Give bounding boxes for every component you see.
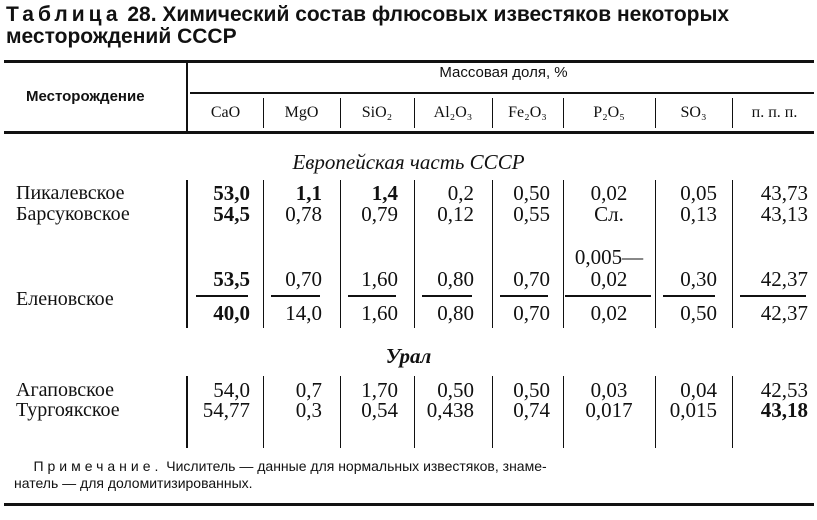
- column-header: Fe₂O₃: [508, 104, 547, 121]
- column-divider: [655, 376, 656, 448]
- table-cell: 0,50: [437, 378, 474, 402]
- table-label: Таблица: [6, 3, 122, 26]
- column-header: SO₃: [680, 104, 707, 121]
- table-cell: 53,5: [213, 267, 250, 291]
- table-cell: 40,0: [213, 301, 250, 325]
- column-divider: [263, 98, 264, 128]
- deposit-name: Тургоякское: [16, 399, 120, 421]
- table-cell: 1,4: [371, 181, 398, 205]
- note-text-line1: Числитель — данные для нормальных известяков, знаме-: [166, 458, 547, 474]
- table-cell: 0,50: [680, 301, 717, 325]
- table-cell: 0,7: [295, 378, 322, 402]
- table-cell: 54,0: [213, 378, 250, 402]
- table-cell: 0,017: [585, 398, 633, 422]
- table-cell: 54,77: [202, 398, 250, 422]
- row-divider: [186, 376, 188, 448]
- deposit-name: Барсуковское: [16, 203, 130, 225]
- table-cell: 0,005—: [574, 245, 644, 269]
- table-cell: 0,015: [669, 398, 717, 422]
- table-cell: 43,73: [760, 181, 808, 205]
- column-divider: [340, 98, 341, 128]
- table-cell: 0,55: [513, 202, 550, 226]
- section-title-europe: Европейская часть СССР: [292, 150, 525, 174]
- table-cell: 0,438: [426, 398, 474, 422]
- table-cell: 43,18: [760, 398, 808, 422]
- header-main-divider: [186, 62, 188, 132]
- column-header: P₂O₅: [593, 104, 625, 121]
- table-cell: 0,50: [513, 181, 550, 205]
- top-rule: [4, 60, 814, 63]
- table-cell: 0,02: [590, 181, 628, 205]
- table-cell: 0,79: [361, 202, 398, 226]
- fraction-line: [500, 295, 548, 297]
- table-note: [14, 458, 547, 492]
- table-cell: 0,02: [590, 301, 628, 325]
- column-divider: [563, 376, 564, 448]
- table-cell: 53,0: [213, 181, 250, 205]
- table-cell: 54,5: [213, 202, 250, 226]
- table-title: [6, 4, 817, 48]
- table-cell: 0,70: [513, 301, 550, 325]
- column-divider: [263, 376, 264, 448]
- column-divider: [563, 98, 564, 128]
- table-cell: 0,80: [437, 267, 474, 291]
- table-cell: 1,60: [361, 267, 398, 291]
- table-title-text: 28. Химический состав флюсовых известяков некоторых месторождений СССР: [6, 3, 730, 48]
- column-header: п. п. п.: [751, 104, 798, 121]
- fraction-line: [196, 295, 248, 297]
- fraction-line: [422, 295, 472, 297]
- column-divider: [492, 376, 493, 448]
- column-divider: [492, 98, 493, 128]
- bottom-rule: [4, 503, 814, 506]
- column-header: CaO: [210, 104, 241, 121]
- column-divider: [655, 98, 656, 128]
- table-cell: 0,74: [513, 398, 550, 422]
- table-cell: 0,13: [680, 202, 717, 226]
- table-cell: 0,54: [361, 398, 398, 422]
- section-title-ural: Урал: [385, 344, 432, 368]
- note-text-line2: натель — для доломитизированных.: [14, 475, 253, 491]
- table-cell: 0,04: [680, 378, 717, 402]
- table-cell: 0,05: [680, 181, 717, 205]
- fraction-line: [663, 295, 715, 297]
- column-divider: [732, 376, 733, 448]
- table-cell: 0,3: [295, 398, 322, 422]
- column-header: MgO: [284, 104, 319, 121]
- column-divider: [732, 98, 733, 128]
- table-cell: 0,78: [285, 202, 322, 226]
- column-header: SiO₂: [361, 104, 393, 121]
- table-cell: 0,12: [437, 202, 474, 226]
- table-cell: 42,53: [760, 378, 808, 402]
- deposit-name: Агаповское: [16, 379, 114, 401]
- table-cell: 0,2: [447, 181, 474, 205]
- table-cell: 43,13: [760, 202, 808, 226]
- table-cell: 0,30: [680, 267, 717, 291]
- fraction-line: [565, 295, 651, 297]
- table-cell: Сл.: [594, 202, 624, 226]
- table-cell: 0,03: [590, 378, 628, 402]
- column-divider: [414, 98, 415, 128]
- table-cell: 42,37: [760, 301, 808, 325]
- deposit-name: Еленовское: [16, 288, 114, 310]
- table-cell: 14,0: [285, 301, 322, 325]
- fraction-line: [740, 295, 806, 297]
- fraction-line: [271, 295, 320, 297]
- group-header: Массовая доля, %: [439, 64, 568, 81]
- header-rule: [4, 131, 814, 134]
- table-cell: 0,02: [590, 267, 628, 291]
- table-cell: 0,70: [285, 267, 322, 291]
- table-cell: 42,37: [760, 267, 808, 291]
- table-cell: 0,50: [513, 378, 550, 402]
- column-header: Al₂O₃: [433, 104, 473, 121]
- group-rule: [190, 92, 814, 94]
- note-label: Примечание.: [33, 458, 163, 474]
- table-cell: 1,1: [295, 181, 322, 205]
- table-cell: 0,80: [437, 301, 474, 325]
- column-divider: [340, 376, 341, 448]
- column-divider: [414, 376, 415, 448]
- deposit-name: Пикалевское: [16, 182, 125, 204]
- table-cell: 0,70: [513, 267, 550, 291]
- row-header: Месторождение: [26, 88, 145, 105]
- table-cell: 1,70: [361, 378, 398, 402]
- table-cell: 1,60: [361, 301, 398, 325]
- fraction-line: [348, 295, 396, 297]
